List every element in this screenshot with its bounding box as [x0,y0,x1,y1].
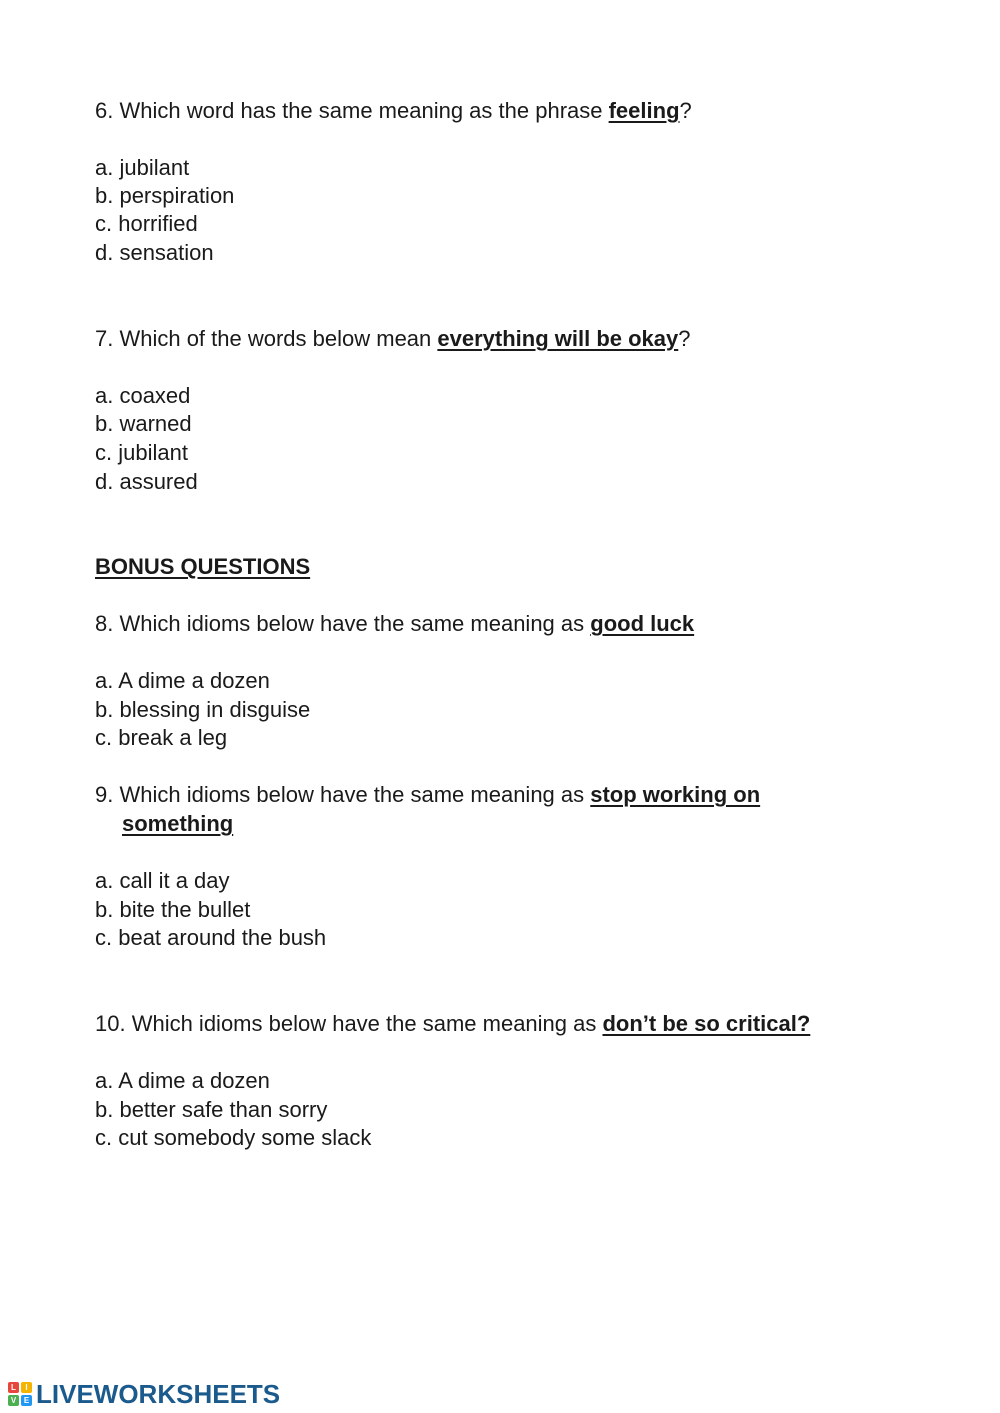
question-8-option-b[interactable]: b. blessing in disguise [95,697,311,722]
question-7-option-c[interactable]: c. jubilant [95,440,188,465]
question-8-text: 8. Which idioms below have the same meaning as [95,611,591,636]
question-10-text: 10. Which idioms below have the same meaning as [95,1011,603,1036]
question-10-option-b[interactable]: b. better safe than sorry [95,1097,328,1122]
question-6-keyword: feeling [608,98,680,123]
question-8-option-a[interactable]: a. A dime a dozen [95,668,270,693]
question-6-option-d[interactable]: d. sensation [95,240,214,265]
logo-tile-i: I [21,1382,32,1393]
bonus-heading: BONUS QUESTIONS [95,554,311,579]
question-9-text: 9. Which idioms below have the same meaning as [95,782,591,807]
question-6-prompt [95,97,692,125]
question-7-prompt [95,325,691,353]
question-6-text: 6. Which word has the same meaning as the phrase [95,98,609,123]
question-7-option-d[interactable]: d. assured [95,469,198,494]
question-7-suffix: ? [678,326,691,351]
question-10-option-c[interactable]: c. cut somebody some slack [95,1125,372,1150]
question-7-text: 7. Which of the words below mean [95,326,438,351]
question-9-keyword: stop working on [590,782,761,807]
question-7-keyword: everything will be okay [437,326,679,351]
question-7-option-a[interactable]: a. coaxed [95,383,191,408]
logo-tile-v: V [8,1395,19,1406]
question-9-prompt-line2 [122,810,233,838]
question-6-option-c[interactable]: c. horrified [95,211,198,236]
question-8-option-c[interactable]: c. break a leg [95,725,228,750]
question-9-option-c[interactable]: c. beat around the bush [95,925,327,950]
question-8-keyword: good luck [590,611,695,636]
question-6-suffix: ? [679,98,692,123]
logo-text: LIVEWORKSHEETS [36,1378,281,1409]
logo-grid-icon [8,1382,32,1406]
liveworksheets-logo [8,1380,280,1408]
question-9-prompt [95,781,760,809]
question-10-keyword: don’t be so critical? [602,1011,811,1036]
question-10-option-a[interactable]: a. A dime a dozen [95,1068,270,1093]
logo-tile-e: E [21,1395,32,1406]
question-8-prompt [95,610,694,638]
question-10-prompt [95,1010,810,1038]
question-6-option-a[interactable]: a. jubilant [95,155,190,180]
question-9-keyword-line2: something [122,811,234,836]
question-9-option-b[interactable]: b. bite the bullet [95,897,251,922]
logo-tile-l: L [8,1382,19,1393]
question-9-option-a[interactable]: a. call it a day [95,868,230,893]
question-6-option-b[interactable]: b. perspiration [95,183,235,208]
question-7-option-b[interactable]: b. warned [95,411,192,436]
